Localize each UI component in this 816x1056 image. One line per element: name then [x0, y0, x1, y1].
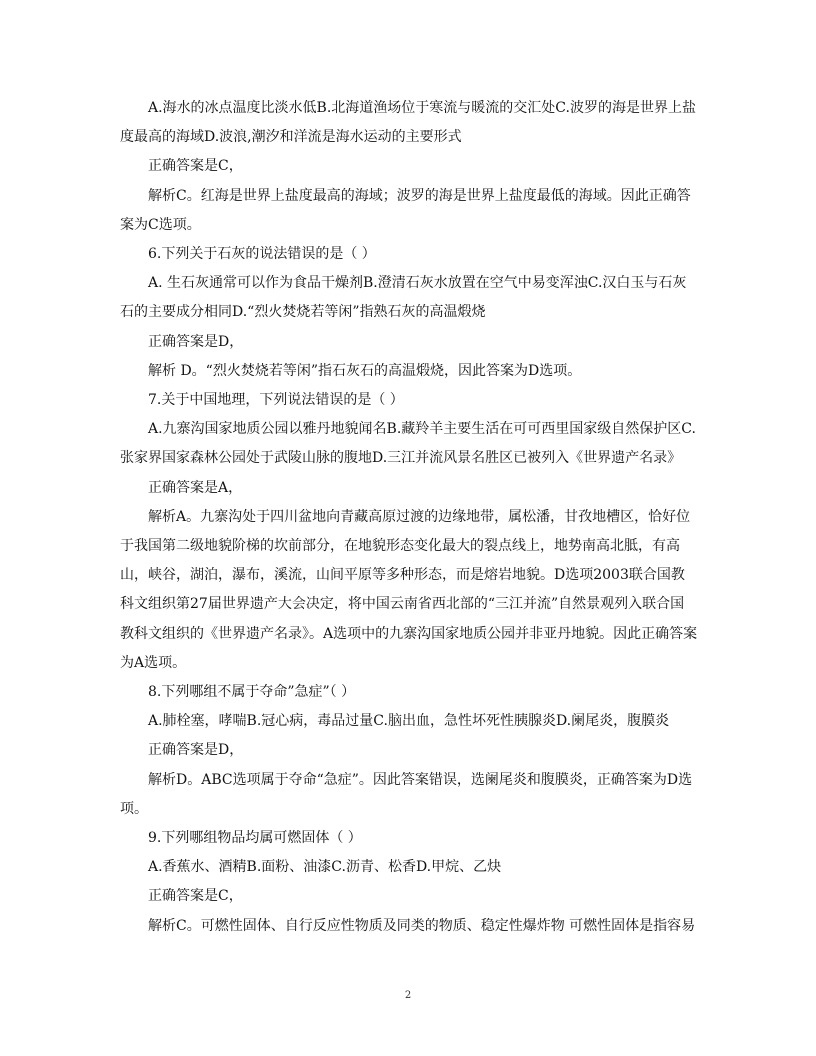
question-7-stem: 7.关于中国地理，下列说法错误的是（ ） — [148, 392, 404, 409]
question-6-answer: 正确答案是D， — [148, 333, 244, 350]
question-7-answer: 正确答案是A， — [148, 479, 243, 496]
question-6-options: A. 生石灰通常可以作为食品干燥剂B.澄清石灰水放置在空气中易变浑浊C.汉白玉与石灰石的主要成分相同D.“烈火焚烧若等闲”指熟石灰的高温煅烧 — [120, 275, 687, 321]
question-5-answer: 正确答案是C， — [148, 158, 243, 175]
question-9-explanation: 解析C。可燃性固体、自行反应性物质及同类的物质、稳定性爆炸物 可燃性固体是指容易 — [148, 917, 696, 934]
question-7-explanation: 解析A。九寨沟处于四川盆地向青藏高原过渡的边缘地带，属松潘，甘孜地槽区，恰好位于我国第二级地貌阶梯的坎前部分，在地貌形态变化最大的裂点线上，地势南高北胝，有高山，峡谷，湖泊，瀑布，溪流，山间平原等多种形态，而是熔岩地貌。D选项2003联合国教科文组织第27届世界遗产大会决定，将中国云南省西北部的“三江并流”自然景观列入联合国教科文组织的《世界遗产名录》。A选项中的九寨沟国家地质公园并非亚丹地貌。因此正确答案为A选项。 — [120, 508, 698, 671]
page-body — [120, 94, 698, 941]
question-6-stem: 6.下列关于石灰的说法错误的是（ ） — [148, 246, 376, 263]
question-8-stem: 8.下列哪组不属于夺命”急症”（ ） — [148, 684, 356, 701]
page-number: 2 — [404, 990, 412, 1001]
question-5-options: A.海水的冰点温度比淡水低B.北海道渔场位于寒流与暖流的交汇处C.波罗的海是世界上盐度最高的海域D.波浪,潮汐和洋流是海水运动的主要形式 — [120, 100, 696, 146]
question-5-explanation: 解析C。红海是世界上盐度最高的海域；波罗的海是世界上盐度最低的海域。因此正确答案为C选项。 — [120, 187, 691, 233]
question-6-explanation: 解析 D。“烈火焚烧若等闲”指石灰石的高温煅烧，因此答案为D选项。 — [148, 362, 582, 379]
question-7-options: A.九寨沟国家地质公园以雅丹地貌闻名B.藏羚羊主要生活在可可西里国家级自然保护区C.张家界国家森林公园处于武陵山脉的腹地D.三江并流风景名胜区已被列入《世界遗产名录》 — [120, 421, 696, 467]
question-8-explanation: 解析D。ABC选项属于夺命“急症”。因此答案错误，选阑尾炎和腹膜炎，正确答案为D选项。 — [120, 771, 693, 817]
question-9-stem: 9.下列哪组物品均属可燃固体（ ） — [148, 830, 362, 847]
question-9-options: A.香蕉水、酒精B.面粉、油漆C.沥青、松香D.甲烷、乙炔 — [148, 859, 502, 876]
question-8-options: A.肺栓塞，哮喘B.冠心病，毒品过量C.脑出血，急性坏死性胰腺炎D.阑尾炎，腹膜炎 — [148, 713, 670, 730]
question-8-answer: 正确答案是D， — [148, 742, 244, 759]
question-9-answer: 正确答案是C， — [148, 888, 243, 905]
